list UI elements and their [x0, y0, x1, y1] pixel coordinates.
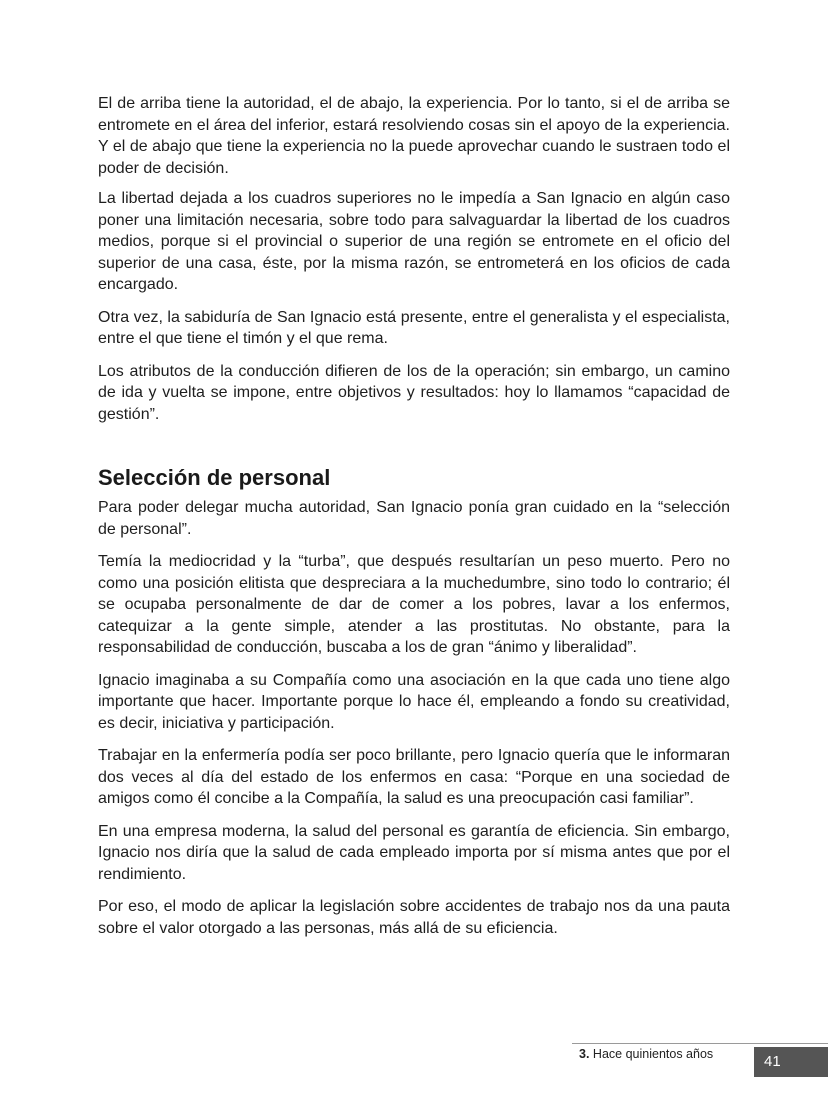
- paragraph: Temía la mediocridad y la “turba”, que después resultarían un peso muerto. Pero no como una posición elitista que despreciara a la muchedumbre, sino todo lo contrario; él se ocupaba personalmente de dar de comer a los pobres, lavar a los enfermos, catequizar a la gente simple, atender a las prostitutas. No obstante, para la responsabilidad de conducción, buscaba a los de gran “ánimo y liberalidad”.: [98, 553, 730, 656]
- paragraph: En una empresa moderna, la salud del personal es garantía de eficiencia. Sin embargo, Ignacio nos diría que la salud de cada empleado importa por sí misma antes que por el rendimiento.: [98, 822, 730, 883]
- paragraph: Por eso, el modo de aplicar la legislación sobre accidentes de trabajo nos da una pauta sobre el valor otorgado a las personas, más allá de su eficiencia.: [98, 898, 730, 937]
- page-number-box: [754, 1047, 828, 1077]
- footer-divider: [572, 1043, 828, 1044]
- page-body: [98, 93, 730, 950]
- paragraph: Otra vez, la sabiduría de San Ignacio está presente, entre el generalista y el especialista, entre el que tiene el timón y el que rema.: [98, 308, 730, 347]
- paragraph: Para poder delegar mucha autoridad, San Ignacio ponía gran cuidado en la “selección de personal”.: [98, 499, 730, 538]
- paragraph: Ignacio imaginaba a su Compañía como una asociación en la que cada uno tiene algo importante que hacer. Importante porque lo hace él, empleando a fondo su creatividad, es decir, iniciativa y participación.: [98, 671, 730, 732]
- paragraph: Los atributos de la conducción difieren de los de la operación; sin embargo, un camino de ida y vuelta se impone, entre objetivos y resultados: hoy lo llamamos “capacidad de gestión”.: [98, 362, 730, 423]
- paragraph: El de arriba tiene la autoridad, el de abajo, la experiencia. Por lo tanto, si el de arriba se entromete en el área del inferior, estará resolviendo cosas sin el apoyo de la experiencia. Y el de abajo que tiene la experiencia no la puede aprovechar cuando le sustraen todo el poder de decisión.: [98, 95, 730, 177]
- paragraph: La libertad dejada a los cuadros superiores no le impedía a San Ignacio en algún caso poner una limitación necesaria, sobre todo para salvaguardar la libertad de los cuadros medios, porque si el provincial o superior de una región se entromete en el oficio del superior de una casa, éste, por la misma razón, se entrometerá en los oficios de cada encargado.: [98, 190, 730, 293]
- paragraph: Trabajar en la enfermería podía ser poco brillante, pero Ignacio quería que le informaran dos veces al día del estado de los enfermos en casa: “Porque en una sociedad de amigos como él concibe a la Compañía, la salud es una preocupación casi familiar”.: [98, 747, 730, 807]
- page-number: 41: [764, 1053, 781, 1070]
- section-heading: Selección de personal: [98, 465, 331, 490]
- running-footer: [579, 1046, 713, 1062]
- chapter-number: 3.: [579, 1047, 590, 1061]
- chapter-title: Hace quinientos años: [592, 1047, 714, 1061]
